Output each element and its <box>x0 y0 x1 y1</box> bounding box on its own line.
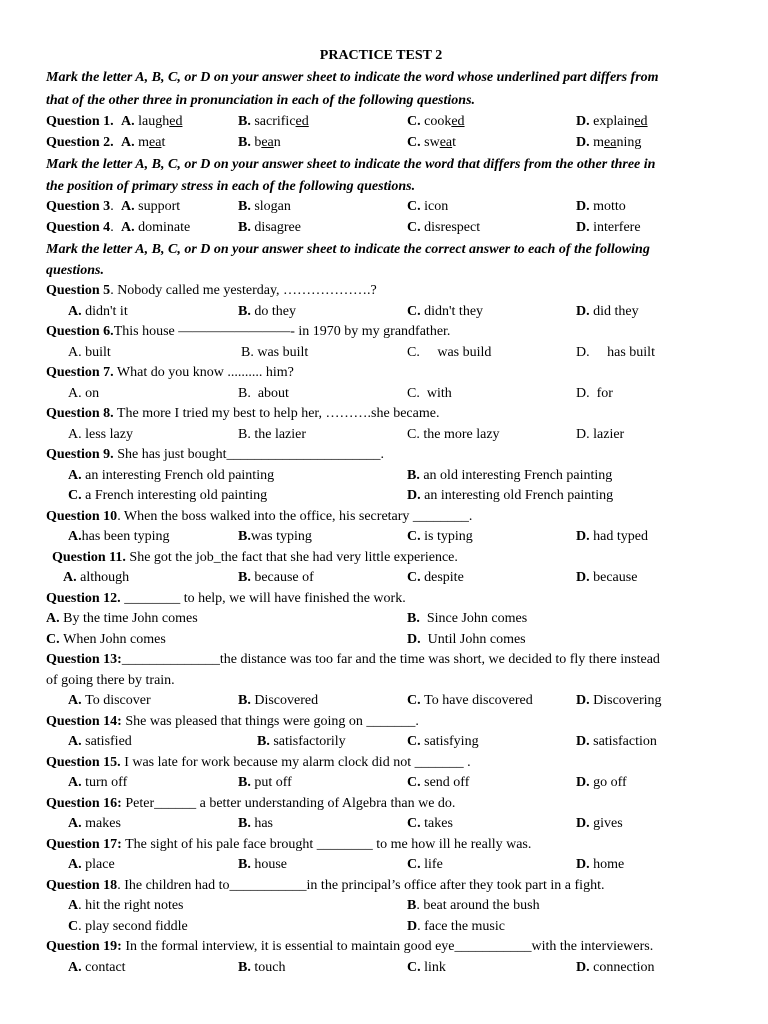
option-c: C. takes <box>407 816 453 831</box>
question-text: In the formal interview, it is essential to maintain good eye___________with the interviewers. <box>121 939 654 954</box>
option-b: B. because of <box>238 570 314 585</box>
instruction-pronunciation-line1: Mark the letter A, B, C, or D on your answer sheet to indicate the word whose underlined part differs from <box>46 70 659 85</box>
option-a: A. satisfied <box>68 734 132 749</box>
option-d: D. an interesting old French painting <box>407 488 614 503</box>
option-c: C. is typing <box>407 529 473 544</box>
option-b: B. has <box>238 816 274 831</box>
option-b: B. Discovered <box>238 693 319 708</box>
option-c: C. a French interesting old painting <box>68 488 268 503</box>
question-label: Question 3 <box>46 199 111 214</box>
option-b: B. the lazier <box>238 426 307 442</box>
option-c: C. was build <box>407 344 492 360</box>
document-page <box>46 45 716 978</box>
question-4: Question 4. A. dominate B. disagree C. disrespect D. interfere <box>46 218 716 239</box>
option-b: B. satisfactorily <box>257 734 346 749</box>
question-14 <box>46 712 716 733</box>
question-label: Question 17: <box>46 836 122 852</box>
question-text: ______________the distance was too far and the time was short, we decided to fly there instead <box>121 652 660 667</box>
question-text: She has just bought______________________. <box>113 447 384 462</box>
question-6 <box>46 322 716 343</box>
option-b: B. an old interesting French painting <box>407 467 613 483</box>
question-8 <box>46 404 716 425</box>
question-label: Question 18 <box>46 877 118 893</box>
option-a: A. To discover <box>68 693 151 708</box>
instruction-stress-line2: the position of primary stress in each of the following questions. <box>46 179 416 194</box>
option-b: B. house <box>238 857 288 872</box>
question-18-options-cd <box>46 917 716 938</box>
question-12-options-cd <box>46 630 716 651</box>
option-a: A. By the time John comes <box>46 611 198 626</box>
question-8-options <box>46 425 716 446</box>
question-label: Question 8. <box>46 406 114 421</box>
option-a: A. less lazy <box>68 426 133 442</box>
question-19 <box>46 937 716 958</box>
question-6-options <box>46 343 716 364</box>
option-b: B. was built <box>241 344 309 360</box>
question-10-options <box>46 527 716 548</box>
option-d: D. face the music <box>407 918 505 934</box>
question-13-continued: of going there by train. <box>46 672 175 688</box>
question-16-options <box>46 814 716 835</box>
option-a: A. an interesting French old painting <box>68 467 275 483</box>
question-text: What do you know .......... him? <box>113 365 294 380</box>
page-title: PRACTICE TEST 2 <box>319 48 443 63</box>
question-text: . Ihe children had to___________in the principal’s office after they took part in a fight. <box>117 877 605 893</box>
option-b: B. about <box>238 385 289 401</box>
option-c: C. icon <box>407 199 449 214</box>
option-c: C. satisfying <box>407 734 479 749</box>
option-a: A. didn't it <box>68 303 128 319</box>
question-label: Question 19: <box>46 939 122 954</box>
option-b: B. slogan <box>238 199 291 214</box>
option-d: D. satisfaction <box>576 734 657 749</box>
option-c: C. disrespect <box>407 219 481 235</box>
option-a: A. place <box>68 857 115 872</box>
option-c: C. cooked <box>407 114 465 129</box>
option-a: A.has been typing <box>68 529 170 544</box>
question-text: Peter______ a better understanding of Algebra than we do. <box>121 795 456 811</box>
question-label: Question 2. <box>46 134 114 150</box>
option-c: C. life <box>407 857 443 872</box>
question-label: Question 7. <box>46 365 114 380</box>
option-a: A. on <box>68 385 100 401</box>
option-d: D. go off <box>576 775 627 790</box>
instruction-correct-line2: questions. <box>46 263 104 278</box>
question-16 <box>46 794 716 815</box>
option-a: A. contact <box>68 959 126 975</box>
question-text: . Nobody called me yesterday, ……………….? <box>110 283 377 298</box>
question-label: Question 15. <box>46 754 121 770</box>
option-b: B.was typing <box>238 529 312 544</box>
question-label: Question 10 <box>46 508 118 524</box>
question-label: Question 9. <box>46 447 114 462</box>
question-12-options-ab <box>46 609 716 630</box>
option-a: A. meat <box>121 134 166 150</box>
question-text: This house ————————- in 1970 by my grandfather. <box>113 324 451 339</box>
option-d: D. Until John comes <box>407 631 526 647</box>
question-7-options <box>46 384 716 405</box>
question-17-options <box>46 855 716 876</box>
option-d: D. home <box>576 857 625 872</box>
option-b: B. beat around the bush <box>407 898 540 913</box>
option-d: D. has built <box>576 344 655 360</box>
question-text: . When the boss walked into the office, his secretary ________. <box>117 508 473 524</box>
option-b: B. bean <box>238 134 281 150</box>
option-c: C. didn't they <box>407 303 484 319</box>
option-b: B. disagree <box>238 219 301 235</box>
question-18-options-ab <box>46 896 716 917</box>
question-15-options <box>46 773 716 794</box>
option-c: C. To have discovered <box>407 693 533 708</box>
question-1 <box>46 112 716 133</box>
option-d: D. interfere <box>576 219 641 235</box>
option-d: D. lazier <box>576 426 625 442</box>
option-d: D. connection <box>576 959 655 975</box>
option-c: C. link <box>407 959 446 975</box>
option-c: C. When John comes <box>46 631 166 647</box>
question-label: Question 6. <box>46 324 114 339</box>
option-b: B. Since John comes <box>407 611 528 626</box>
option-d: D. meaning <box>576 134 642 150</box>
option-a: A. makes <box>68 816 121 831</box>
question-text: She got the job_the fact that she had very little experience. <box>125 549 458 565</box>
option-d: D. because <box>576 570 638 585</box>
question-label: Question 12. <box>46 590 121 606</box>
question-5-options <box>46 302 716 323</box>
question-text: ________ to help, we will have finished the work. <box>120 590 406 606</box>
question-13 <box>46 650 716 671</box>
option-b: B. do they <box>238 303 296 319</box>
instruction-stress-line1: Mark the letter A, B, C, or D on your answer sheet to indicate the word that differs from the other three in <box>46 157 656 172</box>
question-label: Question 13: <box>46 652 122 667</box>
option-a: A. support <box>121 199 181 214</box>
option-a: A. hit the right notes <box>68 898 184 913</box>
instruction-correct-line1: Mark the letter A, B, C, or D on your answer sheet to indicate the correct answer to each of the following <box>46 242 650 257</box>
question-11-options <box>46 568 716 589</box>
option-b: B. sacrificed <box>238 114 309 129</box>
question-12 <box>46 589 716 610</box>
option-a: A. built <box>68 344 111 360</box>
option-d: D. for <box>576 385 613 401</box>
question-10 <box>46 507 716 528</box>
question-3: Question 3. A. support B. slogan C. icon D. motto <box>46 197 716 218</box>
question-label: Question 11. <box>52 549 126 565</box>
question-text: The more I tried my best to help her, ……….she became. <box>113 406 440 421</box>
question-5 <box>46 281 716 302</box>
option-d: D. did they <box>576 303 639 319</box>
question-label: Question 4 <box>46 219 111 235</box>
question-9-options-ab <box>46 466 716 487</box>
option-b: B. touch <box>238 959 286 975</box>
question-2 <box>46 133 716 154</box>
option-d: D. motto <box>576 199 626 214</box>
question-text: I was late for work because my alarm clock did not _______ . <box>120 754 471 770</box>
question-9-options-cd <box>46 486 716 507</box>
question-11 <box>46 548 716 569</box>
question-text: The sight of his pale face brought ________ to me how ill he really was. <box>121 836 532 852</box>
question-7 <box>46 363 716 384</box>
option-c: C. with <box>407 385 452 401</box>
option-d: D. gives <box>576 816 623 831</box>
option-a: A. turn off <box>68 775 128 790</box>
question-text: She was pleased that things were going on _______. <box>121 713 419 729</box>
question-9 <box>46 445 716 466</box>
option-c: C. despite <box>407 570 464 585</box>
question-label: Question 14: <box>46 713 122 729</box>
option-a: A. dominate <box>121 219 191 235</box>
option-c: C. play second fiddle <box>68 918 188 934</box>
question-19-options <box>46 958 716 979</box>
option-a: A. laughed <box>121 114 183 129</box>
question-label: Question 16: <box>46 795 122 811</box>
option-c: C. sweat <box>407 134 457 150</box>
instruction-pronunciation-line2: that of the other three in pronunciation in each of the following questions. <box>46 93 476 108</box>
question-13-options <box>46 691 716 712</box>
option-d: D. explained <box>576 114 648 129</box>
question-14-options <box>46 732 716 753</box>
question-17 <box>46 835 716 856</box>
question-label: Question 1. <box>46 114 114 129</box>
option-b: B. put off <box>238 775 292 790</box>
question-label: Question 5 <box>46 283 111 298</box>
option-a: A. although <box>63 570 130 585</box>
question-18 <box>46 876 716 897</box>
question-15 <box>46 753 716 774</box>
option-c: C. the more lazy <box>407 426 500 442</box>
option-d: D. Discovering <box>576 693 662 708</box>
option-c: C. send off <box>407 775 470 790</box>
option-d: D. had typed <box>576 529 648 544</box>
